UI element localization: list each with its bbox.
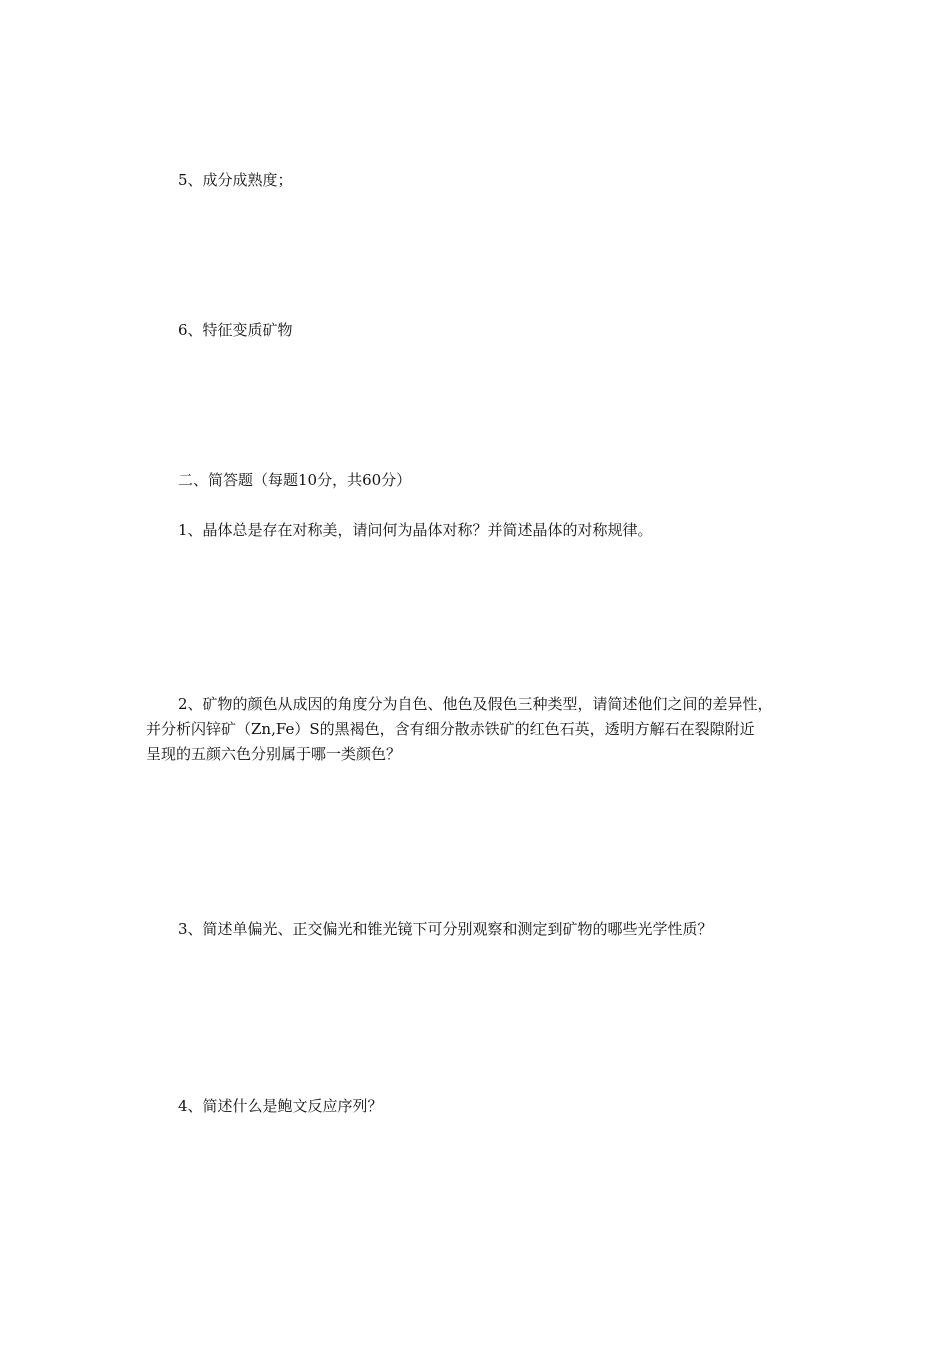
question-2-line-3: 呈现的五颜六色分别属于哪一类颜色？ <box>146 745 402 763</box>
question-4-text: 4、简述什么是鲍文反应序列？ <box>178 1097 383 1115</box>
question-2-line-1: 2、矿物的颜色从成因的角度分为自色、他色及假色三种类型，请简述他们之间的差异性， <box>178 695 773 713</box>
question-2-paragraph <box>146 692 811 767</box>
section-2-heading: 二、简答题（每题10分，共60分） <box>178 471 412 489</box>
item-6-text: 6、特征变质矿物 <box>178 321 293 339</box>
question-2-line-2: 并分析闪锌矿（Zn,Fe）S的黑褐色，含有细分散赤铁矿的红色石英，透明方解石在裂隙附近 <box>146 720 755 738</box>
question-1-text: 1、晶体总是存在对称美，请问何为晶体对称？并简述晶体的对称规律。 <box>178 521 653 539</box>
item-5-text: 5、成分成熟度； <box>178 171 293 189</box>
question-3-text: 3、简述单偏光、正交偏光和锥光镜下可分别观察和测定到矿物的哪些光学性质？ <box>178 920 713 938</box>
